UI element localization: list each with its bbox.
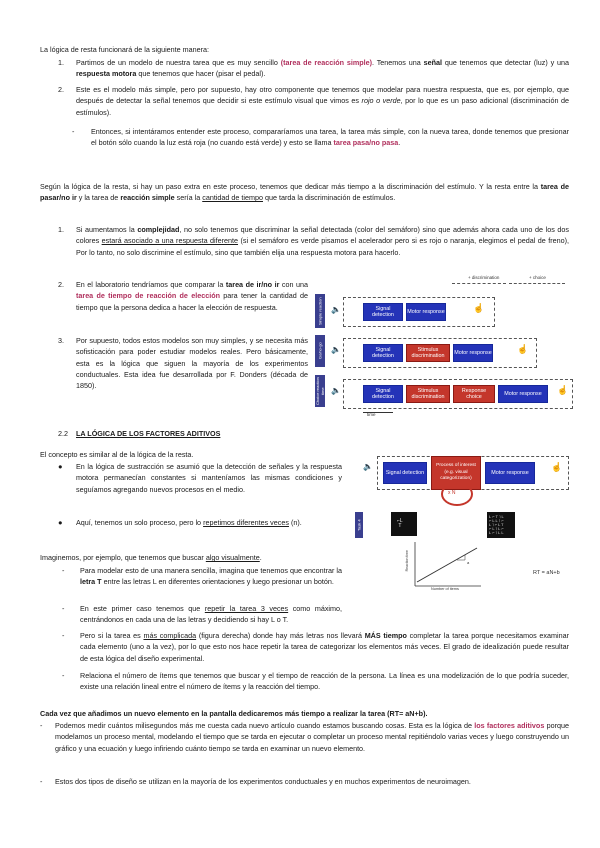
hand-press-icon: ☝: [473, 303, 485, 313]
dash-item: Podemos medir cuántos milisegundos más me cuesta cada nuevo artículo cuando estamos buscando cosas. Esta es la lógica de los factores aditivos porque modelamos un proceso mental, modelando el tiempo que se tarda en ejecutar o completar un proceso mental repitiéndolo varias veces y luego construyendo un gráfico y una ecuación y luego infiriendo cuánto tiempo se tarda en examinar un nuevo elemento.: [55, 721, 569, 753]
paragraph: El concepto es similar al de la lógica de la resta.: [40, 450, 194, 459]
hand-press-icon: ☝: [557, 385, 569, 395]
hand-press-icon: ☝: [517, 344, 529, 354]
dash-item: Pero si la tarea es más complicada (figura derecha) donde hay más letras nos llevará MÁS tiempo completar la tarea porque necesitamos examinar cada elemento (uno a la vez), por lo que esto nos hace repetir la tarea de categorizar los elementos más veces. El grado de idealización puede resultar de esta lógica del diseño experimental.: [80, 631, 569, 663]
list-number: 2.: [58, 85, 64, 94]
signal-detection-box: Signal detection: [383, 462, 427, 484]
dash-marker: -: [62, 631, 65, 640]
dash-marker: -: [62, 671, 65, 680]
speaker-icon: 🔈: [331, 386, 341, 395]
signal-detection-box: Signal detection: [363, 344, 403, 362]
row-label: Choice reaction time: [315, 375, 325, 407]
response-choice-box: Response choice: [453, 385, 495, 403]
list-item: Partimos de un modelo de nuestra tarea que es muy sencillo (tarea de reacción simple). Tenemos una señal que tenemos que detectar (luz) y una respuesta motora que tenemos que hacer (pisar el pedal).: [76, 58, 569, 79]
row-label: Simple reaction: [315, 294, 325, 328]
list-number: 2.: [58, 280, 64, 289]
bullet-item: Aquí, tenemos un solo proceso, pero lo repetimos diferentes veces (n).: [76, 518, 302, 527]
paragraph: Según la lógica de la resta, si hay un paso extra en este proceso, tenemos que dedicar más tiempo a la discriminación del estímulo. Y la resta entre la tarea de pasar/no ir y la tarea de reacción simple sería la cantidad de tiempo que tarda la discriminación de estímulos.: [40, 182, 569, 203]
speaker-icon: 🔈: [363, 462, 373, 471]
paragraph: Imaginemos, por ejemplo, que tenemos que buscar algo visualmente.: [40, 553, 262, 562]
dash-marker: -: [72, 127, 75, 136]
dash-item: Relaciona el número de ítems que tenemos que buscar y el tiempo de reacción de la persona. La línea es una modelización de lo que podría suceder, existe una relación lineal entre el número de ítems y la reacción del tiempo.: [80, 671, 569, 692]
speaker-icon: 🔈: [331, 345, 341, 354]
letters-graphic: L⌐T˥L ⌐LL˥⌐ L˥⌐LT ⌐L˥L⌐ L⌐˥LL: [489, 514, 505, 535]
stimulus-discrimination-box: Stimulus discrimination: [406, 385, 450, 403]
motor-response-box: Motor response: [453, 344, 493, 362]
dash-marker: -: [40, 721, 43, 730]
bracket-line: [509, 283, 565, 284]
signal-detection-box: Signal detection: [363, 303, 403, 321]
rt-line: [417, 548, 477, 582]
search-display-simple: [391, 512, 417, 536]
section-heading: 2.2 LA LÓGICA DE LOS FACTORES ADITIVOS: [58, 429, 221, 438]
list-number: 3.: [58, 336, 64, 345]
choice-label: + choice: [529, 275, 546, 280]
intro-text: La lógica de resta funcionará de la siguiente manera:: [40, 45, 210, 54]
dash-marker: -: [40, 777, 43, 786]
dash-marker: -: [62, 566, 65, 575]
list-item: Si aumentamos la complejidad, no solo tenemos que discriminar la señal detectada (color del semáforo) sino que además ahora cada uno de los dos colores estará asociado a una respuesta diferente (si el semáforo es verde pisamos el acelerador pero si es rojo o naranja, elegimos el pedal de freno), Por lo tanto, no solo discrimine el estímulo, sino que también elija una respuesta motora para hacerlo.: [76, 225, 570, 257]
speaker-icon: 🔈: [331, 305, 341, 314]
bullet-icon: ●: [58, 462, 63, 471]
motor-response-box: Motor response: [406, 303, 446, 321]
motor-response-box: Motor response: [485, 462, 535, 484]
bold-statement: Cada vez que añadimos un nuevo elemento en la pantalla dedicaremos más tiempo a realizar la tarea (RT= aN+b).: [40, 709, 428, 718]
repeat-label: x N: [448, 490, 456, 496]
time-label: time: [367, 412, 376, 417]
signal-detection-box: Signal detection: [363, 385, 403, 403]
list-item: Por supuesto, todos estos modelos son muy simples, y se necesita más sofisticación para poder estudiar modelos reales. Pero básicamente, esta es la lógica que siguen la mayoría de los experimentos conductuales. Esta idea fue desarrollada por F. Donders (década de 1850).: [76, 336, 308, 391]
dash-marker: -: [62, 604, 65, 613]
letters-graphic: ⌐L T: [397, 518, 403, 529]
bullet-item: En la lógica de sustracción se asumió que la detección de señales y la respuesta motora permanecían constantes si manteníamos las mismas condiciones y seguíamos agregando nuevos procesos en el medio.: [76, 462, 342, 494]
subtraction-figure: [313, 275, 575, 417]
bracket-line: [452, 283, 506, 284]
row-label: Go/no-go: [315, 335, 325, 367]
repeat-loop-icon: [441, 482, 473, 506]
list-number: 1.: [58, 225, 64, 234]
y-axis-label: Reaction time: [405, 550, 409, 572]
motor-response-box: Motor response: [498, 385, 548, 403]
list-item: En el laboratorio tendríamos que comparar la tarea de ir/no ir con una tarea de tiempo de reacción de elección para tener la cantidad de tiempo que la persona dedica a hacer la elección de respuesta.: [76, 280, 308, 312]
sub-item: Entonces, si intentáramos entender este proceso, compararíamos una tarea, la tarea más simple, con la nueva tarea, donde tenemos que presionar el botón sólo cuando la luz está roja (no cuando está verde) y esto se llama tarea pasa/no pasa.: [91, 127, 569, 148]
dash-item: Para modelar esto de una manera sencilla, imagina que tenemos que encontrar la letra T entre las letras L en diferentes orientaciones y luego presionar un botón.: [80, 566, 342, 587]
discrimination-label: + discrimination: [468, 275, 500, 280]
rt-graph: [413, 540, 483, 588]
process-of-interest-box: Process of interest (e.g. visual categorization): [431, 456, 481, 490]
equation-label: RT = aN+b: [533, 570, 560, 576]
list-number: 1.: [58, 58, 64, 67]
list-item: Este es el modelo más simple, pero por supuesto, hay otro componente que tenemos que modelar para nuestra respuesta, que es, por ejemplo, que después de detectar la señal tenemos que decidir si este estímulo visual que vimos es rojo o verde, por lo que es un paso adicional (discriminación de estímulos).: [76, 85, 569, 117]
dash-item: Estos dos tipos de diseño se utilizan en la mayoría de los experimentos conductuales y en muchos experimentos de neuroimagen.: [55, 777, 471, 786]
task-label: Task 4: [355, 512, 363, 538]
x-axis-label: Number of items: [431, 587, 459, 591]
dash-item: En este primer caso tenemos que repetir la tarea 3 veces como máximo, centrándonos en cada una de las letras y decidiendo si hay L o T.: [80, 604, 342, 625]
search-display-complex: [487, 512, 515, 538]
stimulus-discrimination-box: Stimulus discrimination: [406, 344, 450, 362]
additive-factors-figure: [355, 452, 575, 602]
bullet-icon: ●: [58, 518, 63, 527]
hand-press-icon: ☝: [551, 462, 563, 472]
slope-label: a: [467, 560, 470, 565]
